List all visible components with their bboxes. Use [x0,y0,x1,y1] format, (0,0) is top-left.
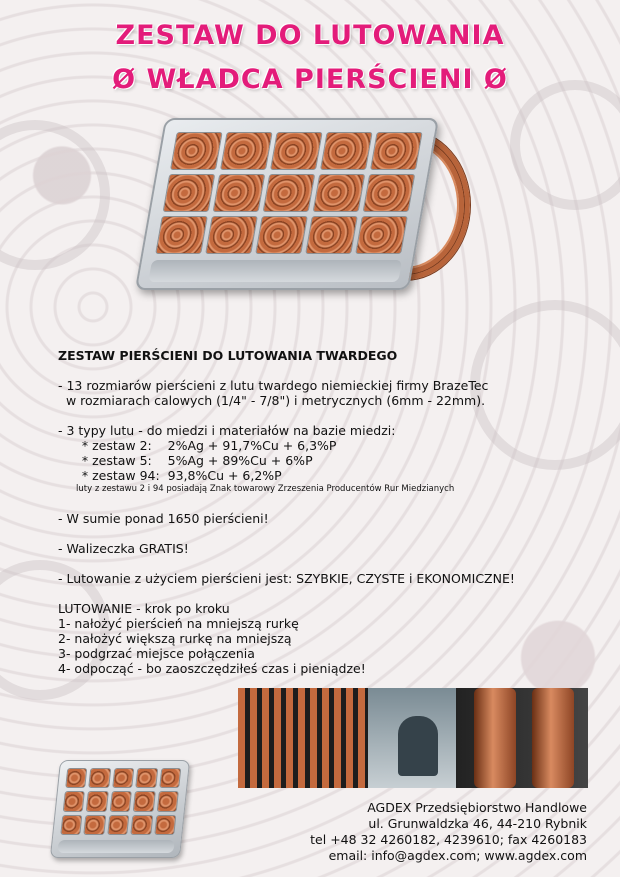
worker-photo [368,688,456,788]
step-item: 3- podgrzać miejsce połączenia [58,646,255,661]
list-item: - 3 typy lutu - do miedzi i materiałów na bazie miedzi: [58,423,396,438]
steps-title: LUTOWANIE - krok po kroku [58,601,230,616]
list-item: - 13 rozmiarów pierścieni z lutu twardego niemieckiej firmy BrazeTec [58,378,489,393]
list-item: - Walizeczka GRATIS! [58,541,189,556]
case-compartments [60,768,181,835]
company-contact [310,800,587,864]
case-compartments [155,132,423,254]
copper-pipes-photo [238,688,368,788]
photo-strip [238,688,588,788]
step-item: 1- nałożyć pierścień na mniejszą rurkę [58,616,299,631]
list-item: - W sumie ponad 1650 pierścieni! [58,511,269,526]
page-title: ZESTAW DO LUTOWANIA [115,20,505,51]
step-item: 2- nałożyć większą rurkę na mniejszą [58,631,292,646]
alloy-set-5: * zestaw 5: 5%Ag + 89%Cu + 6%P [58,453,313,468]
company-email-web: email: info@agdex.com; www.agdex.com [328,848,587,863]
step-item: 4- odpocząć - bo zaoszczędziłeś czas i pieniądze! [58,661,366,676]
soldered-joint-photo [456,688,588,788]
company-name: AGDEX Przedsiębiorstwo Handlowe [367,800,587,815]
list-item-continued: w rozmiarach calowych (1/4" - 7/8") i metrycznych (6mm - 22mm). [58,393,486,408]
product-description [58,348,598,676]
background-ring [0,120,110,270]
company-address: ul. Grunwaldzka 46, 44-210 Rybnik [368,816,587,831]
company-phones: tel +48 32 4260182, 4239610; fax 4260183 [310,832,587,847]
trademark-note: luty z zestawu 2 i 94 posiadają Znak towarowy Zrzeszenia Producentów Rur Miedzianych [76,484,455,494]
brazing-ring-case-image [135,118,439,290]
list-item: - Lutowanie z użyciem pierścieni jest: SZYBKIE, CZYSTE i EKONOMICZNE! [58,571,515,586]
background-ring [510,80,620,210]
section-heading: ZESTAW PIERŚCIENI DO LUTOWANIA TWARDEGO [58,348,398,363]
page-subtitle: Ø WŁADCA PIERŚCIENI Ø [112,64,508,95]
alloy-set-2: * zestaw 2: 2%Ag + 91,7%Cu + 6,3%P [58,438,337,453]
case-handle [57,840,174,853]
small-case-image [50,760,190,858]
alloy-set-94: * zestaw 94: 93,8%Cu + 6,2%P [58,468,282,483]
case-handle [148,260,402,282]
